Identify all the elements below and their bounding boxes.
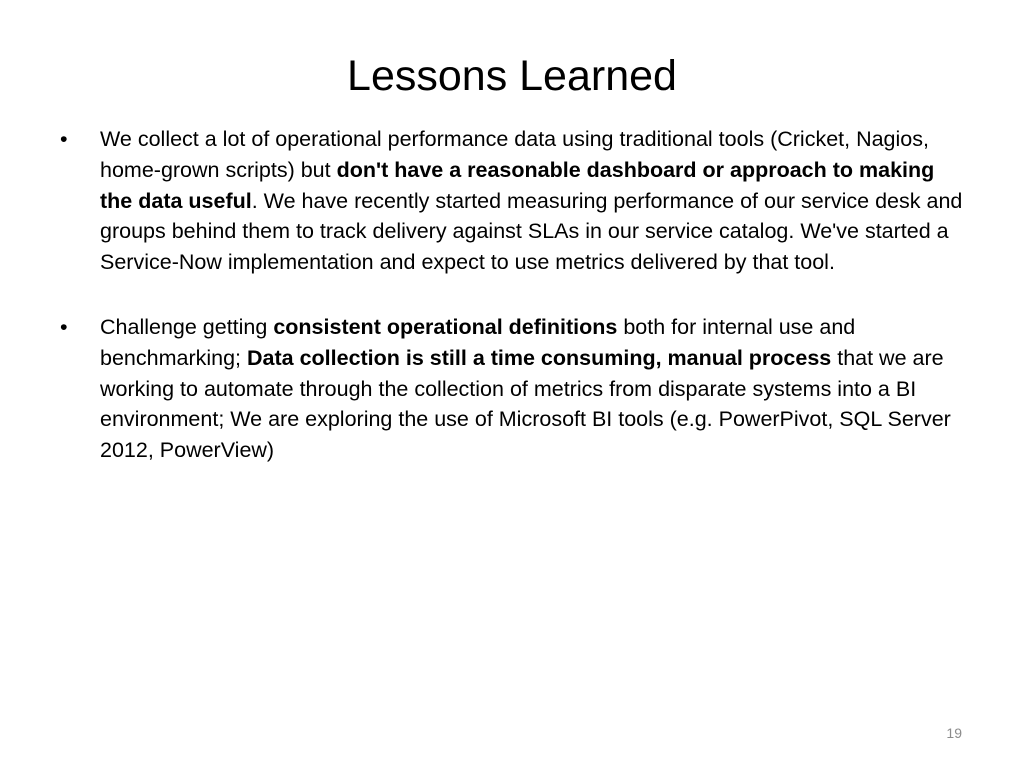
bullet-marker: • (60, 314, 68, 339)
bold-text-segment: don't have a reasonable dashboard or approach to making the data useful (100, 157, 935, 213)
bullet-list (52, 124, 972, 466)
bullet-text (100, 315, 951, 462)
text-segment: We collect a lot of operational performance data using traditional tools (Cricket, Nagios, home-grown scripts) but (100, 127, 929, 182)
bullet-text (100, 127, 962, 274)
bullet-item (52, 124, 972, 278)
text-segment: both for internal use and benchmarking; (100, 314, 856, 370)
slide-title: Lessons Learned (347, 52, 677, 100)
text-segment: Challenge getting (100, 314, 274, 339)
bullet-item (52, 312, 972, 466)
text-segment: that we are working to automate through the collection of metrics from disparate systems into a BI environment; We are exploring the use of Microsoft BI tools (e.g. PowerPivot, SQL Server 2012, PowerView) (100, 345, 951, 463)
slide-number: 19 (946, 725, 962, 741)
bold-text-segment: consistent operational definitions (273, 314, 618, 339)
text-segment: . We have recently started measuring performance of our service desk and groups behind them to track delivery against SLAs in our service catalog. We've started a Service-Now implementation and expect to use metrics delivered by that tool. (100, 188, 963, 275)
bold-text-segment: Data collection is still a time consuming, manual process (247, 345, 832, 370)
bullet-marker: • (60, 127, 68, 151)
